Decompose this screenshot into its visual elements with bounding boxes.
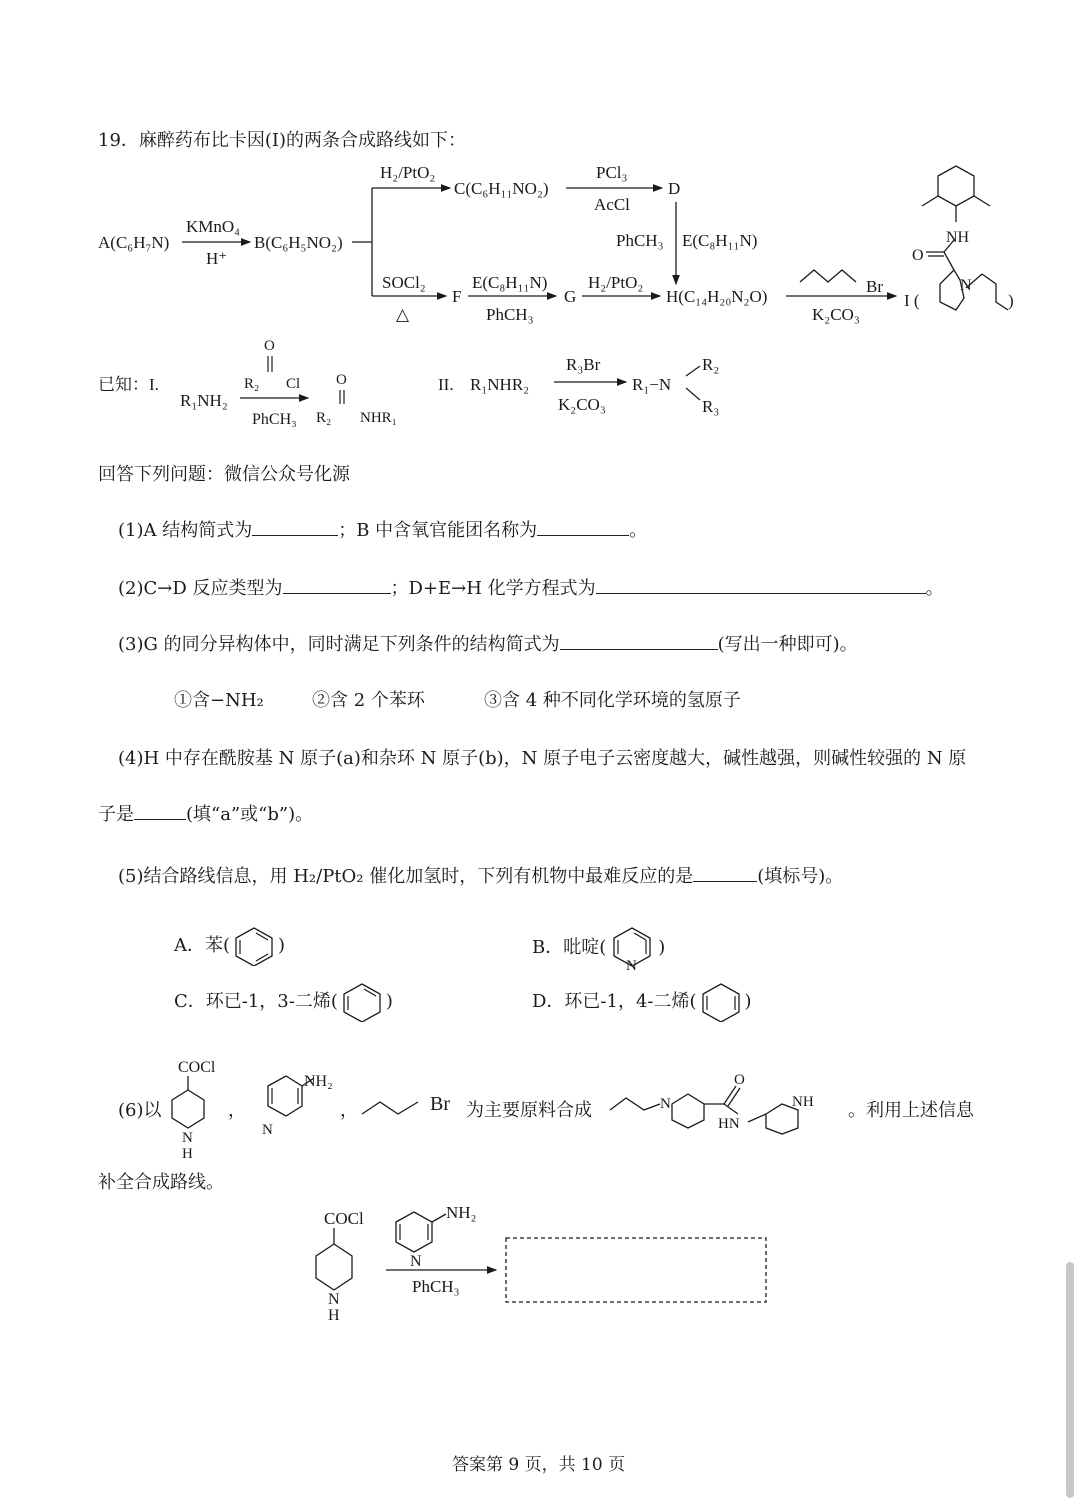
reagent-e-bottom: E(C₈H₁₁N)	[472, 273, 548, 292]
q6-comma-1: ，	[228, 1100, 246, 1121]
known-prod-nhr1: NHR₁	[360, 410, 397, 426]
known-acyl-o: O	[264, 338, 275, 354]
q6-target-n: N	[660, 1096, 671, 1112]
reagent-phch3-side: PhCH₃	[616, 231, 664, 250]
reagent-pcl3: PCl₃	[596, 163, 628, 182]
q6-piperidine-cocl	[160, 1052, 230, 1160]
route-cocl: COCl	[324, 1209, 364, 1228]
known-phch3: PhCH₃	[252, 411, 297, 428]
q1-end: 。	[629, 520, 648, 541]
pyridine-icon	[606, 926, 658, 970]
reagent-socl2: SOCl₂	[382, 273, 426, 292]
known-r1nh2: R₁NH₂	[180, 391, 228, 410]
compound-A: A(C₆H₇N)	[98, 233, 170, 252]
q4-text-b: 子是	[98, 804, 134, 825]
route-n: N	[328, 1291, 340, 1308]
reagent-h2pto2-bottom: H₂/PtO₂	[588, 273, 644, 292]
q6-br: Br	[430, 1093, 450, 1115]
question-title: 麻醉药布比卡因(I)的两条合成路线如下：	[138, 130, 467, 151]
reagent-accl: AcCl	[594, 195, 630, 214]
known-prod2: R₁−N	[632, 375, 672, 394]
question-3	[118, 630, 858, 656]
question-4-line-1: (4)H 中存在酰胺基 N 原子(a)和杂环 N 原子(b)，N 原子电子云密度越大，碱性越强，则碱性较强的 N 原	[118, 748, 967, 769]
compound-D: D	[668, 179, 681, 198]
question-number: 19．	[98, 130, 139, 151]
reagent-h-plus: H⁺	[206, 249, 228, 268]
i-n: N	[960, 277, 972, 294]
option-a[interactable]	[174, 926, 285, 966]
q5-text-b: (填标号)。	[757, 866, 844, 887]
known-label-2: II.	[438, 375, 454, 394]
benzene-icon	[230, 926, 278, 966]
compound-B: B(C₆H₅NO₂)	[254, 233, 343, 252]
q5-blank[interactable]	[693, 863, 757, 882]
known-r3br: R₃Br	[566, 355, 601, 374]
q2-text-b: ；D+E→H 化学方程式为	[390, 578, 596, 599]
question-4-line-2	[98, 800, 313, 826]
route-h: H	[328, 1307, 340, 1324]
option-a-close: )	[278, 935, 286, 956]
route-nh2: NH₂	[446, 1203, 477, 1222]
option-c-close: )	[385, 991, 393, 1012]
known-label: 已知：I.	[98, 375, 159, 394]
cyclohexa-1-3-diene-icon	[338, 982, 386, 1022]
page-footer: 答案第 9 页，共 10 页	[452, 1455, 626, 1475]
known-r1nhr2: R₁NHR₂	[470, 375, 530, 394]
i-o: O	[912, 247, 924, 264]
q3-condition-2: ②含 2 个苯环	[312, 690, 425, 711]
q3-text-b: (写出一种即可)。	[717, 634, 858, 655]
question-header	[98, 126, 466, 152]
q6-cocl: COCl	[178, 1059, 216, 1076]
q2-blank-b[interactable]	[596, 575, 926, 594]
route-phch3: PhCH₃	[412, 1277, 460, 1296]
q6-propyl-bromide	[358, 1086, 468, 1126]
reagent-h2pto2-top: H₂/PtO₂	[380, 163, 436, 182]
route-py-n: N	[410, 1253, 422, 1270]
compound-I-close: )	[1008, 291, 1014, 310]
q3-condition-1: ①含−NH₂	[174, 690, 264, 711]
known-acyl-r2: R₂	[244, 376, 260, 392]
compound-G: G	[564, 287, 577, 306]
reagent-br: Br	[866, 277, 883, 296]
compound-C: C(C₆H₁₁NO₂)	[454, 179, 549, 198]
question-5	[118, 862, 843, 888]
option-b-close: )	[658, 937, 666, 958]
reagent-kmno4: KMnO₄	[186, 217, 241, 236]
q1-blank-b[interactable]	[537, 517, 629, 536]
question-1	[118, 516, 647, 542]
q6-text-d: 补全合成路线。	[98, 1172, 224, 1193]
xylyl-ring	[938, 166, 974, 206]
q1-blank-a[interactable]	[252, 517, 338, 536]
q3-condition-3: ③含 4 种不同化学环境的氢原子	[484, 690, 741, 711]
q6-target-structure	[604, 1068, 844, 1138]
q6-nh2: NH₂	[304, 1073, 333, 1090]
reagent-e-side: E(C₈H₁₁N)	[682, 231, 758, 250]
reagent-delta: △	[396, 305, 410, 324]
compound-H: H(C₁₄H₂₀N₂O)	[666, 287, 768, 306]
compound-F: F	[452, 287, 462, 306]
q4-blank[interactable]	[134, 801, 186, 820]
q1-text-b: ；B 中含氧官能团名称为	[338, 520, 538, 541]
known-prod2-r2: R₂	[702, 355, 720, 374]
q6-target-o: O	[734, 1072, 745, 1088]
butyl-chain	[800, 270, 856, 282]
option-b[interactable]	[532, 926, 665, 970]
q6-py-n: N	[262, 1122, 273, 1138]
q6-ring-h: H	[182, 1146, 193, 1160]
known-prod2-r3: R₃	[702, 397, 720, 416]
known-prod-r2: R₂	[316, 410, 332, 426]
i-nh: NH	[946, 229, 970, 246]
scrollbar[interactable]	[1066, 1262, 1074, 1498]
known-reactions	[0, 334, 1078, 440]
q2-blank-a[interactable]	[283, 575, 391, 594]
option-a-label: A．苯(	[174, 935, 231, 956]
q4-text-c: (填“a”或“b”)。	[186, 804, 314, 825]
option-b-label: B．吡啶(	[532, 937, 607, 958]
option-d[interactable]	[532, 982, 752, 1022]
q5-text-a: (5)结合路线信息，用 H₂/PtO₂ 催化加氢时，下列有机物中最难反应的是	[118, 866, 694, 887]
question-2	[118, 574, 944, 600]
synthesis-scheme	[0, 150, 1078, 340]
reagent-k2co3: K₂CO₃	[812, 305, 860, 324]
q6-text-a: (6)以	[118, 1100, 162, 1121]
q2-end: 。	[925, 578, 944, 599]
answer-intro: 回答下列问题：微信公众号化源	[98, 464, 350, 485]
q6-text-b: 为主要原料合成	[466, 1100, 592, 1121]
q6-comma-2: ，	[340, 1100, 358, 1121]
known-k2co3: K₂CO₃	[558, 395, 606, 414]
option-c[interactable]	[174, 982, 393, 1022]
q6-target-hn: HN	[718, 1116, 740, 1132]
q2-text-a: (2)C→D 反应类型为	[118, 578, 283, 599]
q6-text-c: 。利用上述信息	[848, 1100, 974, 1121]
known-acyl-cl: Cl	[286, 376, 301, 392]
route-answer-box[interactable]	[506, 1238, 766, 1302]
option-c-label: C．环已-1，3-二烯(	[174, 991, 338, 1012]
q6-ring-n: N	[182, 1130, 193, 1146]
reagent-phch3-bottom: PhCH₃	[486, 305, 534, 324]
option-d-label: D．环已-1，4-二烯(	[532, 991, 697, 1012]
option-d-close: )	[744, 991, 752, 1012]
cyclohexa-1-4-diene-icon	[697, 982, 745, 1022]
q6-target-nh: NH	[792, 1094, 814, 1110]
q1-text-a: (1)A 结构简式为	[118, 520, 253, 541]
q3-text-a: (3)G 的同分异构体中，同时满足下列条件的结构简式为	[118, 634, 560, 655]
q6-aminopyridine	[244, 1068, 344, 1140]
q3-blank[interactable]	[560, 631, 718, 650]
pyridine-n: N	[626, 958, 638, 970]
known-prod-o: O	[336, 372, 347, 388]
q6-route	[300, 1200, 780, 1330]
compound-I-label: I (	[904, 291, 920, 310]
